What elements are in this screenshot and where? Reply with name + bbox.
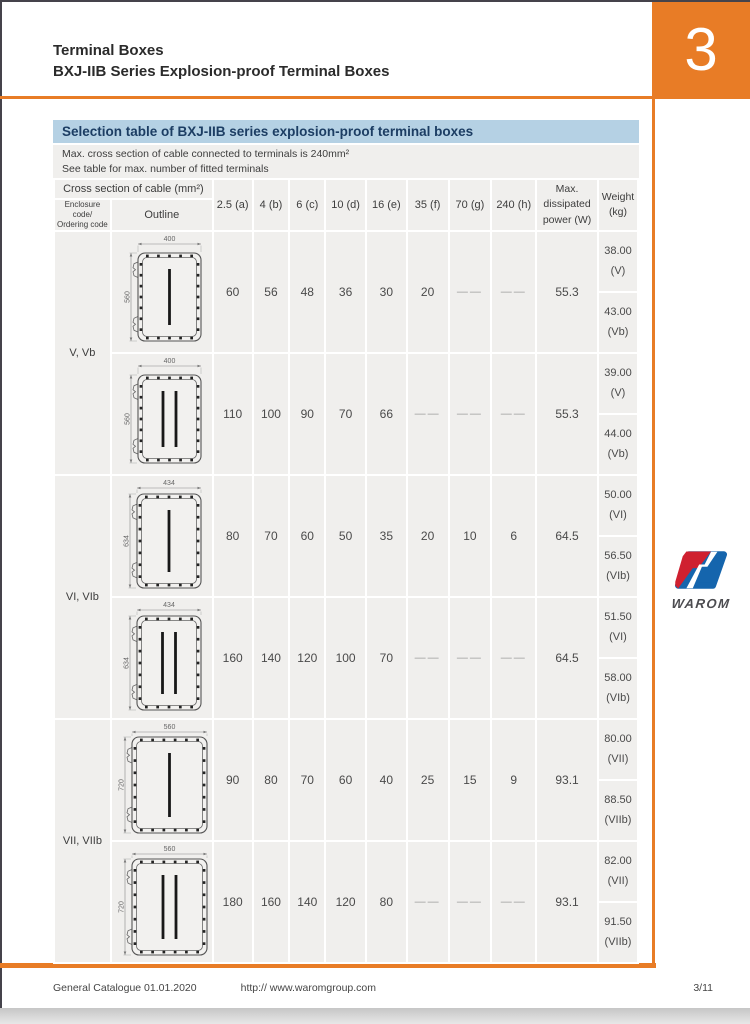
value-cell: 100 — [325, 597, 366, 719]
svg-text:634: 634 — [123, 656, 131, 669]
value-cell: 66 — [366, 353, 407, 475]
footer-url: http:// www.waromgroup.com — [240, 982, 377, 994]
page-bottom-shadow — [0, 1008, 750, 1024]
value-cell: —— — [491, 841, 536, 963]
svg-text:400: 400 — [163, 235, 176, 243]
table-section — [53, 120, 639, 964]
power-cell: 93.1 — [536, 841, 598, 963]
svg-text:720: 720 — [118, 900, 126, 913]
table-notes — [53, 145, 639, 178]
value-cell: 30 — [366, 231, 407, 353]
outline-drawing — [111, 719, 213, 841]
svg-text:560: 560 — [163, 845, 176, 853]
value-cell: 80 — [366, 841, 407, 963]
weight-header: Weight (kg) — [598, 179, 638, 231]
orange-rule-right — [652, 99, 655, 968]
value-cell: 140 — [289, 841, 325, 963]
svg-text:560: 560 — [163, 723, 176, 731]
size-column-header-2: 6 (c) — [289, 179, 325, 231]
value-cell: —— — [407, 841, 449, 963]
weight-cell: 80.00 (VII) — [598, 719, 638, 780]
value-cell: —— — [449, 841, 492, 963]
svg-text:560: 560 — [124, 290, 132, 303]
power-cell: 55.3 — [536, 353, 598, 475]
value-cell: 80 — [213, 475, 253, 597]
value-cell: 70 — [366, 597, 407, 719]
weight-cell: 50.00 (VI) — [598, 475, 638, 536]
value-cell: 20 — [407, 231, 449, 353]
value-cell: —— — [449, 353, 492, 475]
power-cell: 55.3 — [536, 231, 598, 353]
cross-section-header: Cross section of cable (mm²) — [54, 179, 213, 199]
value-cell: 56 — [253, 231, 290, 353]
enclosure-code-header: Enclosure code/ Ordering code — [54, 199, 111, 231]
page-top-edge — [0, 0, 750, 2]
weight-cell: 44.00 (Vb) — [598, 414, 638, 475]
weight-cell: 88.50 (VIIb) — [598, 780, 638, 841]
value-cell: 80 — [253, 719, 290, 841]
weight-cell: 39.00 (V) — [598, 353, 638, 414]
value-cell: 70 — [289, 719, 325, 841]
page-header — [53, 42, 389, 80]
value-cell: 60 — [289, 475, 325, 597]
size-column-header-6: 70 (g) — [449, 179, 492, 231]
size-column-header-7: 240 (h) — [491, 179, 536, 231]
value-cell: 160 — [213, 597, 253, 719]
warom-logo — [661, 549, 741, 611]
value-cell: —— — [407, 353, 449, 475]
chapter-number: 3 — [684, 16, 718, 83]
value-cell: 25 — [407, 719, 449, 841]
value-cell: —— — [449, 597, 492, 719]
weight-cell: 43.00 (Vb) — [598, 292, 638, 353]
value-cell: 15 — [449, 719, 492, 841]
value-cell: 160 — [253, 841, 290, 963]
value-cell: 40 — [366, 719, 407, 841]
value-cell: 180 — [213, 841, 253, 963]
svg-text:634: 634 — [123, 534, 131, 547]
value-cell: 9 — [491, 719, 536, 841]
size-column-header-4: 16 (e) — [366, 179, 407, 231]
svg-text:434: 434 — [162, 601, 175, 609]
value-cell: 90 — [289, 353, 325, 475]
value-cell: 48 — [289, 231, 325, 353]
svg-text:400: 400 — [163, 357, 176, 365]
page-left-edge — [0, 0, 2, 1008]
value-cell: —— — [491, 597, 536, 719]
outline-header: Outline — [111, 199, 213, 231]
section-title: Terminal Boxes — [53, 42, 164, 59]
value-cell: —— — [449, 231, 492, 353]
outline-drawing — [111, 475, 213, 597]
value-cell: 10 — [449, 475, 492, 597]
power-cell: 64.5 — [536, 597, 598, 719]
size-column-header-0: 2.5 (a) — [213, 179, 253, 231]
outline-drawing — [111, 231, 213, 353]
value-cell: 20 — [407, 475, 449, 597]
weight-cell: 51.50 (VI) — [598, 597, 638, 658]
chapter-tab — [652, 2, 750, 99]
value-cell: 120 — [325, 841, 366, 963]
enclosure-code-1: VI, VIb — [54, 475, 111, 719]
value-cell: 110 — [213, 353, 253, 475]
value-cell: —— — [407, 597, 449, 719]
selection-table — [53, 178, 639, 964]
enclosure-code-0: V, Vb — [54, 231, 111, 475]
outline-drawing — [111, 353, 213, 475]
power-cell: 64.5 — [536, 475, 598, 597]
value-cell: 70 — [325, 353, 366, 475]
value-cell: 90 — [213, 719, 253, 841]
size-column-header-1: 4 (b) — [253, 179, 290, 231]
value-cell: 100 — [253, 353, 290, 475]
orange-rule-top — [0, 96, 652, 99]
table-title: Selection table of BXJ-IIB series explosion-proof terminal boxes — [53, 120, 639, 143]
footer-page-number: 3/11 — [693, 982, 713, 994]
value-cell: 60 — [325, 719, 366, 841]
svg-text:434: 434 — [162, 479, 175, 487]
footer-catalogue: General Catalogue 01.01.2020 — [53, 982, 197, 994]
value-cell: 6 — [491, 475, 536, 597]
value-cell: 140 — [253, 597, 290, 719]
weight-cell: 82.00 (VII) — [598, 841, 638, 902]
size-column-header-5: 35 (f) — [407, 179, 449, 231]
outline-drawing — [111, 841, 213, 963]
page-title: BXJ-IIB Series Explosion-proof Terminal Boxes — [53, 63, 390, 80]
weight-cell: 56.50 (VIb) — [598, 536, 638, 597]
svg-text:720: 720 — [118, 778, 126, 791]
value-cell: —— — [491, 353, 536, 475]
svg-text:560: 560 — [124, 412, 132, 425]
value-cell: 120 — [289, 597, 325, 719]
value-cell: —— — [491, 231, 536, 353]
value-cell: 35 — [366, 475, 407, 597]
weight-cell: 91.50 (VIIb) — [598, 902, 638, 963]
warom-logo-text: WAROM — [670, 596, 732, 611]
value-cell: 60 — [213, 231, 253, 353]
note-see-table: See table for max. number of fitted terminals — [62, 163, 269, 175]
value-cell: 70 — [253, 475, 290, 597]
weight-cell: 38.00 (V) — [598, 231, 638, 292]
power-cell: 93.1 — [536, 719, 598, 841]
page-footer — [53, 982, 713, 994]
outline-drawing — [111, 597, 213, 719]
power-header: Max. dissipated power (W) — [536, 179, 598, 231]
warom-logo-icon — [672, 549, 730, 591]
size-column-header-3: 10 (d) — [325, 179, 366, 231]
weight-cell: 58.00 (VIb) — [598, 658, 638, 719]
value-cell: 50 — [325, 475, 366, 597]
note-max-cross-section: Max. cross section of cable connected to terminals is 240mm² — [62, 148, 350, 160]
enclosure-code-2: VII, VIIb — [54, 719, 111, 963]
value-cell: 36 — [325, 231, 366, 353]
